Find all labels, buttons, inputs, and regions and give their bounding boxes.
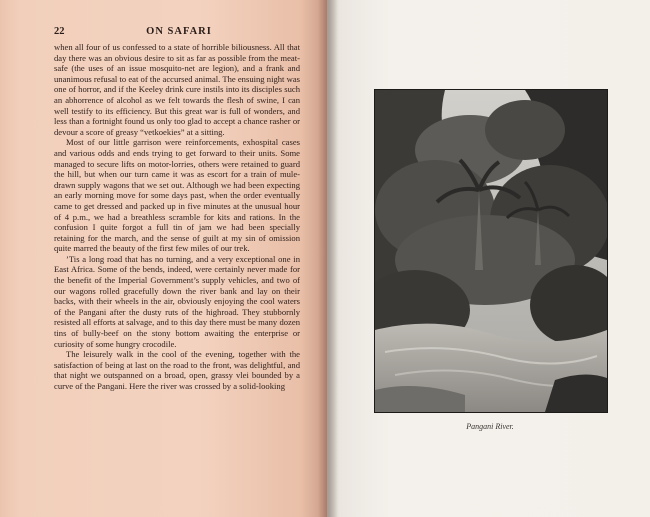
river-photograph — [375, 90, 607, 412]
running-head — [54, 26, 304, 40]
book-gutter — [318, 0, 338, 517]
running-title: ON SAFARI — [146, 26, 212, 37]
page-number: 22 — [54, 26, 65, 37]
paragraph: The leisurely walk in the cool of the evening, together with the satisfaction of being at last on the road to the front, was delightful, and that night we outspanned on a broad, open, grassy vlei bounded by a curve of the Pangani. Here the river was crossed by a solid-looking — [54, 349, 300, 391]
paragraph: when all four of us confessed to a state of horrible biliousness. All that day there was an obvious desire to sit as far as possible from the meat-safe (the uses of an issue mosquito-net are legion), and a frank and unanimous refusal to eat of the accursed animal. The ensuing night was one of horror, and if the Keeley drink cure instils into its disciples such an abhorrence of alcohol as we felt towards the flesh of swine, I can well testify to its efficiency. But this great war is full of wonders, and less than a fortnight found us only too glad to accept a chance rasher or devour a score of greasy “vetkoekies” at a sitting. — [54, 42, 300, 137]
photo-plate — [374, 89, 608, 413]
paragraph: ’Tis a long road that has no turning, and a very exceptional one in East Africa. Some of the bends, indeed, were certainly never made for the benefit of the Imperial Government’s supply vehicles, and two of our wagons rolled gracefully down the river bank and lay on their backs, with their wheels in the air, obviously enjoying the cool waters of the Pangani after the dusty ruts of the highroad. They stubbornly resisted all efforts at salvage, and to this day there must be many dozen tins of bully-beef on the stony bottom awaiting the enterprise or curiosity of some hungry crocodile. — [54, 253, 300, 349]
paragraph: Most of our little garrison were reinforcements, exhospital cases and various odds and ends trying to get forward to their units. Some managed to secure lifts on motor-lorries, others were retained to guard the hill, but when our turn came it was as escort for a train of mule-drawn supply wagons that we set out. Although we had been expecting an early morning move for some days past, when the order eventually came to get dressed and packed up in five minutes at the unusual hour of 4 p.m., we had a breathless scramble for kits and rations. In the confusion I quite forgot a full tin of jam we had been specially retaining for the march, and the sense of guilt at my sin of omission quite marred the beauty of the first few miles of our trek. — [54, 137, 300, 254]
photo-caption: Pangani River. — [466, 422, 514, 431]
body-text — [54, 42, 300, 392]
